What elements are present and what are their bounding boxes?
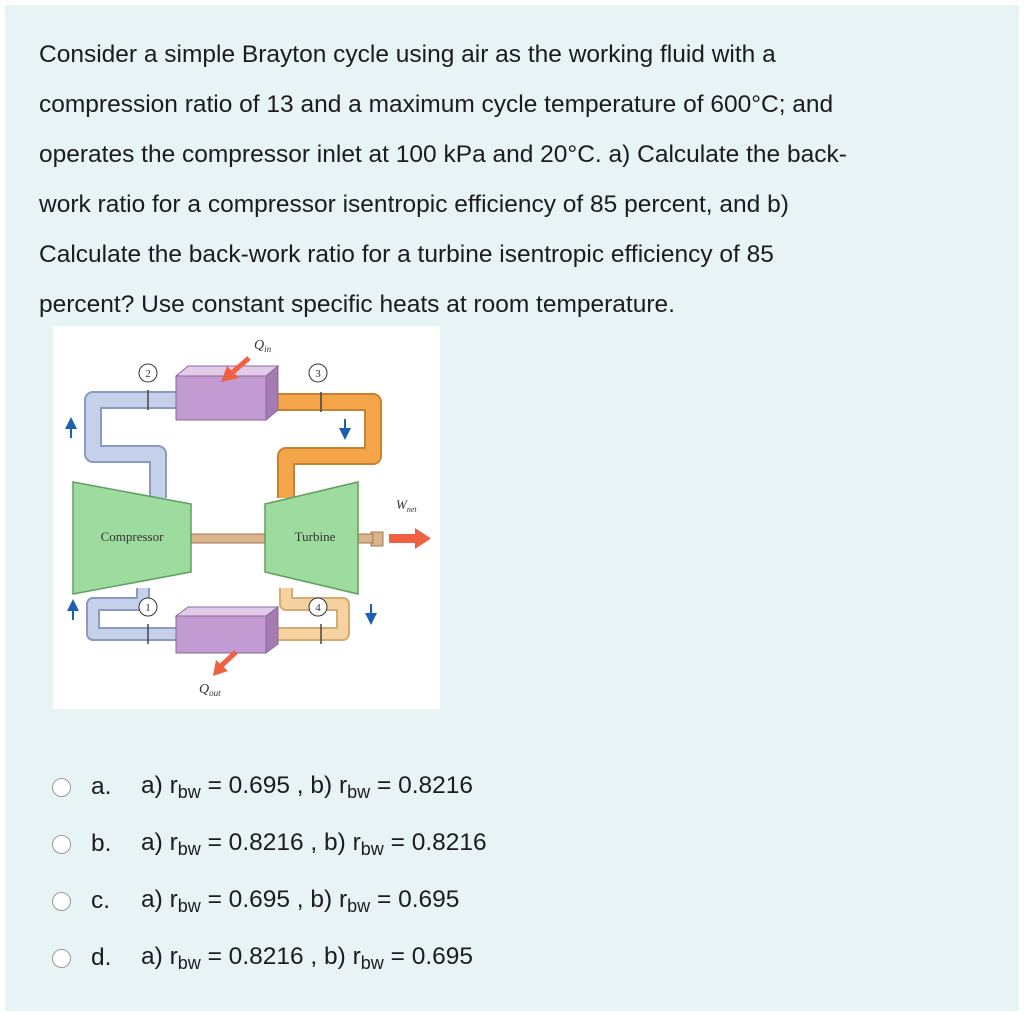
question-line: compression ratio of 13 and a maximum cycle temperature of 600°C; and <box>39 91 834 118</box>
option-letter: d. <box>91 944 112 971</box>
option-letter: c. <box>91 887 111 914</box>
question-line: operates the compressor inlet at 100 kPa and 20°C. a) Calculate the back- <box>39 141 847 168</box>
state-4-label: 4 <box>315 602 321 614</box>
option-a[interactable] <box>52 767 752 807</box>
q-out-arrow <box>213 652 236 676</box>
radio-button-d[interactable] <box>52 949 71 968</box>
state-2-marker <box>139 364 157 382</box>
option-answer-text: a) $r_{bw} = 0.8216$ , b) $r_{bw} = 0.8216$ <box>141 828 487 859</box>
radio-button-c[interactable] <box>52 892 71 911</box>
state-1-label: 1 <box>145 602 151 614</box>
option-letter: b. <box>91 830 112 857</box>
option-answer-text: a) $r_{bw} = 0.695$ , b) $r_{bw} = 0.8216$ <box>141 771 474 802</box>
question-text <box>39 30 999 330</box>
brayton-cycle-diagram <box>53 326 440 709</box>
cooler <box>176 607 278 653</box>
option-letter: a. <box>91 773 112 800</box>
state-3-label: 3 <box>315 368 321 380</box>
q-in-label: $Q_{in}$ <box>254 338 272 354</box>
question-line: percent? Use constant specific heats at room temperature. <box>39 291 675 318</box>
option-answer-text: a) $r_{bw} = 0.695$ , b) $r_{bw} = 0.695$ <box>141 885 460 916</box>
w-net-label: $W_{net}$ <box>396 497 417 514</box>
state-1-marker <box>139 598 157 616</box>
w-net-arrow <box>389 528 431 549</box>
state-3-marker <box>309 364 327 382</box>
question-line: Calculate the back-work ratio for a turbine isentropic efficiency of 85 <box>39 241 774 268</box>
state-2-label: 2 <box>145 368 151 380</box>
radio-button-a[interactable] <box>52 778 71 797</box>
option-answer-text: a) $r_{bw} = 0.8216$ , b) $r_{bw} = 0.695$ <box>141 942 474 973</box>
question-line: work ratio for a compressor isentropic efficiency of 85 percent, and b) <box>39 191 789 218</box>
state-4-marker <box>309 598 327 616</box>
turbine-label: Turbine <box>294 529 336 544</box>
option-b[interactable] <box>52 824 752 864</box>
option-c[interactable] <box>52 881 752 921</box>
compressor-label: Compressor <box>100 529 164 544</box>
radio-button-b[interactable] <box>52 835 71 854</box>
brayton-cycle-svg <box>53 326 440 709</box>
question-line: Consider a simple Brayton cycle using air as the working fluid with a <box>39 41 776 68</box>
q-out-label: $Q_{out}$ <box>199 682 221 698</box>
option-d[interactable] <box>52 938 752 978</box>
